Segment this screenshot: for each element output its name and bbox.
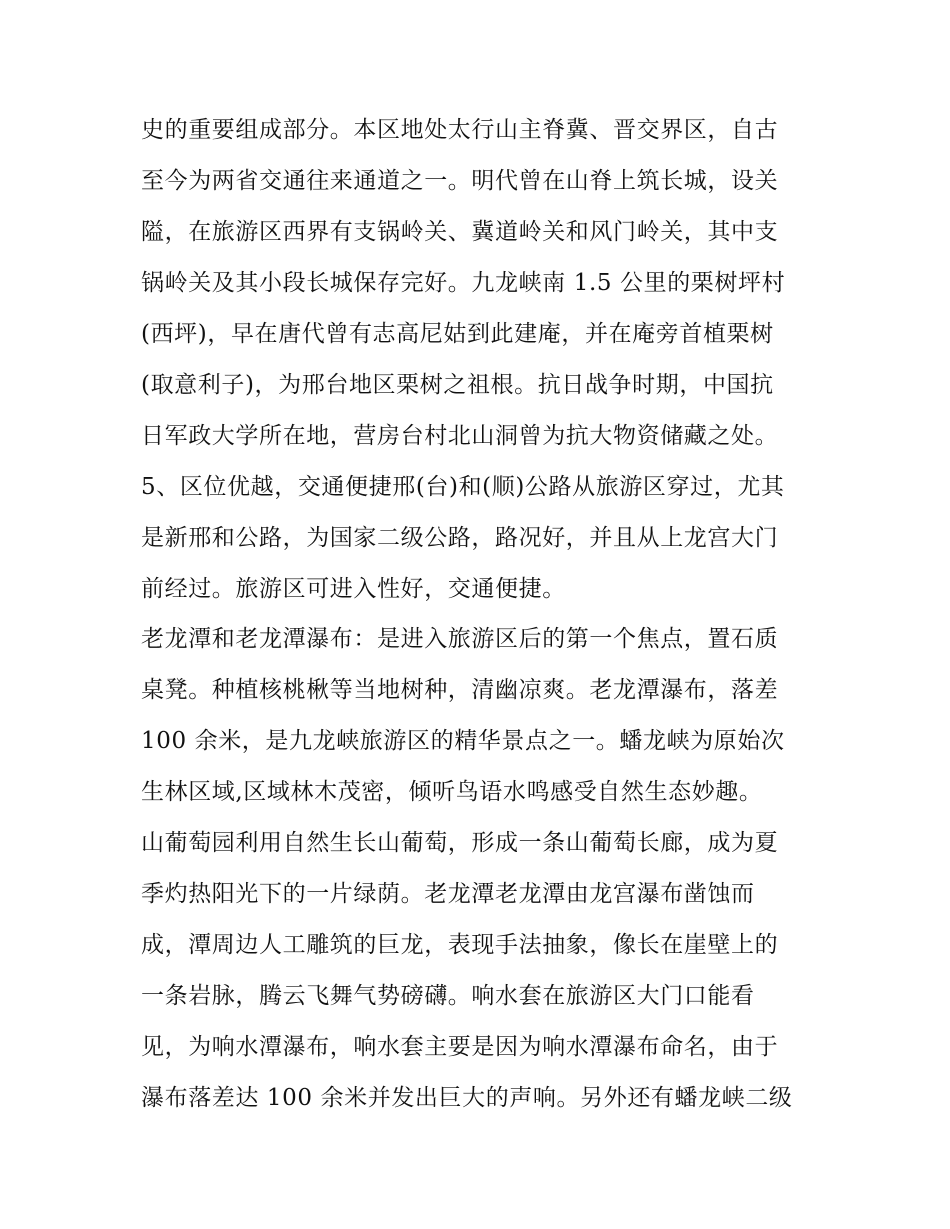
text-line: 山葡萄园利用自然生长山葡萄，形成一条山葡萄长廊，成为夏 (141, 830, 779, 856)
text-line: 日军政大学所在地，营房台村北山洞曾为抗大物资储藏之处。 (141, 423, 779, 449)
text-line: 5、区位优越，交通便捷邢(台)和(顺)公路从旅游区穿过，尤其 (141, 474, 785, 500)
text-line: 至今为两省交通往来通道之一。明代曾在山脊上筑长城，设关 (141, 168, 779, 194)
text-line: 隘，在旅游区西界有支锅岭关、冀道岭关和风门岭关，其中支 (141, 219, 779, 245)
text-line: 成，潭周边人工雕筑的巨龙，表现手法抽象，像长在崖壁上的 (141, 932, 779, 958)
text-line: 一条岩脉，腾云飞舞气势磅礴。响水套在旅游区大门口能看 (141, 983, 755, 1009)
text-line: (西坪)，早在唐代曾有志高尼姑到此建庵，并在庵旁首植栗树 (141, 321, 774, 347)
text-line: (取意利子)，为邢台地区栗树之祖根。抗日战争时期，中国抗 (141, 372, 774, 398)
text-line: 锅岭关及其小段长城保存完好。九龙峡南 1.5 公里的栗树坪村 (141, 270, 786, 296)
text-line: 生林区域,区域林木茂密，倾听鸟语水鸣感受自然生态妙趣。 (141, 779, 763, 805)
text-line: 桌凳。种植核桃楸等当地树种，清幽凉爽。老龙潭瀑布，落差 (141, 677, 779, 703)
text-line: 老龙潭和老龙潭瀑布：是进入旅游区后的第一个焦点，置石质 (141, 626, 779, 652)
body-text (141, 105, 821, 1124)
text-line: 瀑布落差达 100 余米并发出巨大的声响。另外还有蟠龙峡二级 (141, 1085, 793, 1111)
text-line: 100 余米，是九龙峡旅游区的精华景点之一。蟠龙峡为原始次 (141, 728, 785, 754)
text-line: 前经过。旅游区可进入性好，交通便捷。 (141, 576, 566, 602)
text-line: 史的重要组成部分。本区地处太行山主脊冀、晋交界区，自古 (141, 117, 779, 143)
text-line: 是新邢和公路，为国家二级公路，路况好，并且从上龙宫大门 (141, 525, 779, 551)
text-line: 见，为响水潭瀑布，响水套主要是因为响水潭瀑布命名，由于 (141, 1034, 779, 1060)
text-line: 季灼热阳光下的一片绿荫。老龙潭老龙潭由龙宫瀑布凿蚀而 (141, 881, 755, 907)
